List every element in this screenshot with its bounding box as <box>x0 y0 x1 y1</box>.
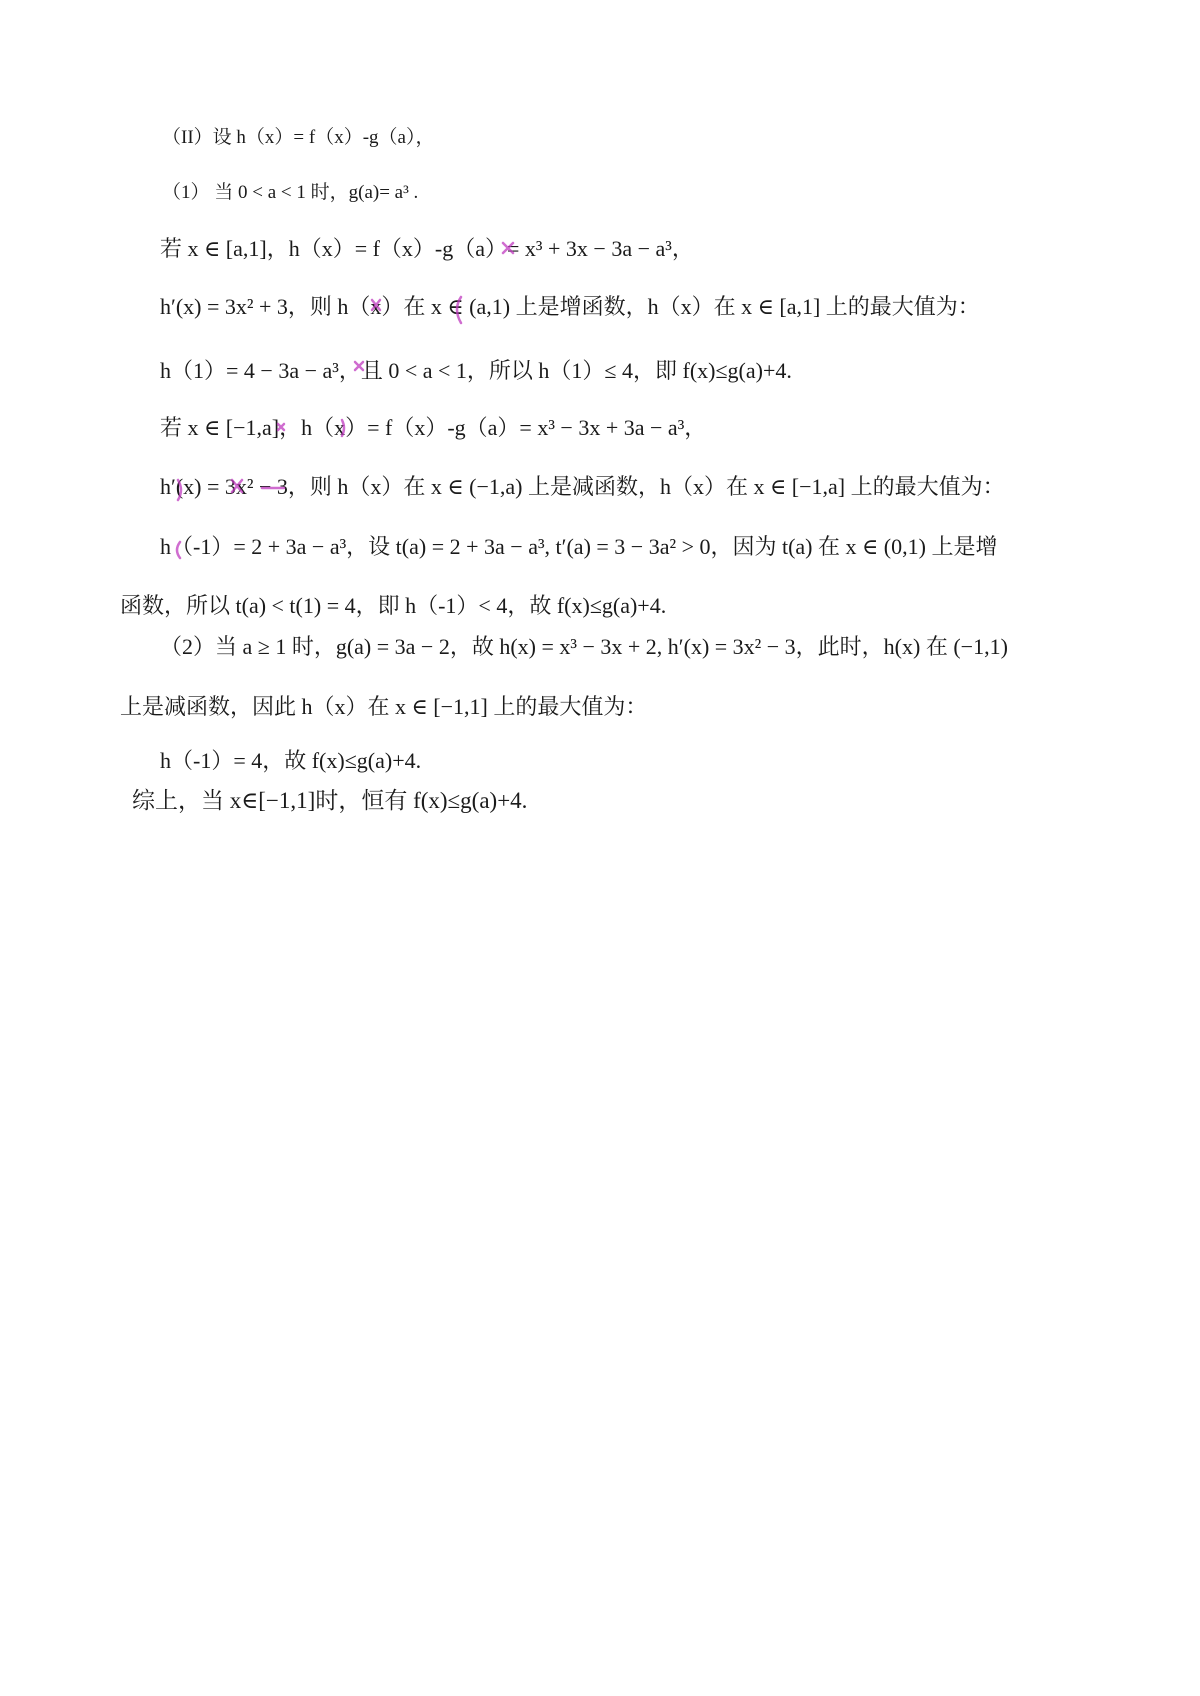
text-line-10: （2）当 a ≥ 1 时，g(a) = 3a − 2，故 h(x) = x³ − 3x + 2, h′(x) = 3x² − 3，此时，h(x) 在 (−1,1) <box>160 634 1008 659</box>
text-line-11: 上是减函数，因此 h（x）在 x ∈ [−1,1] 上的最大值为： <box>120 694 648 719</box>
text-line-13: 综上，当 x∈[−1,1]时，恒有 f(x)≤g(a)+4. <box>132 788 528 813</box>
text-line-5: h（1）= 4 − 3a − a³，且 0 < a < 1，所以 h（1）≤ 4，即 f(x)≤g(a)+4. <box>160 358 792 383</box>
text-line-8: h（-1）= 2 + 3a − a³，设 t(a) = 2 + 3a − a³, t′(a) = 3 − 3a² > 0，因为 t(a) 在 x ∈ (0,1) 上是增 <box>160 534 998 559</box>
text-line-7: h′(x) = 3x² − 3，则 h（x）在 x ∈ (−1,a) 上是减函数，h（x）在 x ∈ [−1,a] 上的最大值为： <box>160 474 1005 499</box>
text-line-6: 若 x ∈ [−1,a]，h（x）= f（x）-g（a）= x³ − 3x + 3a − a³， <box>160 415 707 440</box>
text-line-2: （1） 当 0 < a < 1 时，g(a)= a³ . <box>162 182 419 203</box>
text-line-3: 若 x ∈ [a,1]，h（x）= f（x）-g（a）= x³ + 3x − 3a − a³， <box>160 236 694 261</box>
text-line-12: h（-1）= 4，故 f(x)≤g(a)+4. <box>160 748 422 773</box>
text-line-4: h′(x) = 3x² + 3，则 h（x）在 x ∈ (a,1) 上是增函数，h（x）在 x ∈ [a,1] 上的最大值为： <box>160 294 980 319</box>
text-line-9: 函数，所以 t(a) < t(1) = 4，即 h（-1）< 4，故 f(x)≤g(a)+4. <box>120 593 667 618</box>
text-line-1: （II）设 h（x）= f（x）-g（a）， <box>162 127 435 148</box>
